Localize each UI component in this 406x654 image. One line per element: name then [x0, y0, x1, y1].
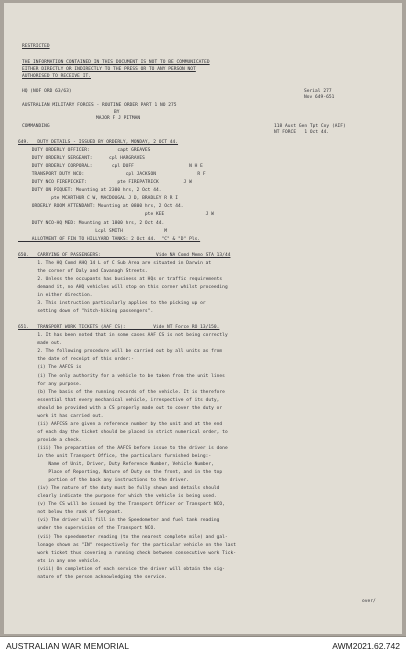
- order-line: 2. The following procedure will be carried out by all units as from: [18, 349, 223, 355]
- order-line: should be provided with a CS properly made out to cover the duty or: [18, 405, 223, 411]
- order-line: DUTY ORDERLY SERGEANT: cpl HARGRAVES: [18, 156, 145, 162]
- by-label: BY: [114, 110, 120, 115]
- unit-name: 118 Aust Gen Tpt Coy (AIF): [274, 124, 346, 129]
- document-page: [4, 3, 402, 634]
- order-line: essential that every mechanical vehicle, irrespective of its duty,: [18, 397, 220, 403]
- order-heading: AUSTRALIAN MILITARY FORCES - ROUTINE ORDER PART 1 NO 275: [22, 103, 177, 108]
- archive-footer: [0, 636, 406, 654]
- caveat-line-1: THE INFORMATION CONTAINED IN THIS DOCUMENT IS NOT TO BE COMMUNICATED: [22, 60, 210, 65]
- order-line: for any purpose.: [18, 381, 82, 387]
- order-line: (vi) The driver will fill in the Speedometer and fuel tank reading: [18, 518, 220, 524]
- order-line: DUTY ORDERLY OFFICER: capt GREAVES: [18, 148, 151, 154]
- order-line: clearly indicate the purpose for which the vehicle is being used.: [18, 494, 217, 500]
- order-line: Place of Reporting, Nature of Duty on the front, and in the top: [18, 470, 223, 476]
- order-line: made out.: [18, 341, 63, 347]
- unit-date: NT FORCE 1 Oct 44.: [274, 130, 330, 135]
- order-line: 649. DUTY DETAILS - ISSUED BY ORDERLY, MONDAY, 2 OCT 44.: [18, 140, 179, 145]
- order-line: of each day the ticket should be placed in strict numerical order, to: [18, 429, 228, 435]
- order-line: Name of Unit, Driver, Duty Reference Number, Vehicle Number,: [18, 462, 214, 467]
- commanding-label: COMMANDING: [22, 124, 50, 129]
- order-line: work ticket thus covering a running check between consecutive work Tick-: [18, 550, 236, 556]
- order-line: setting down of "hitch-hiking passengers".: [18, 309, 154, 315]
- order-line: work it has carried out.: [18, 413, 104, 419]
- order-line: pte MCARTHUR C W, MACDOUGAL J D, BRADLEY R R I: [18, 196, 179, 202]
- order-line: (b) The basis of the running records of the vehicle. It is therefore: [18, 389, 225, 395]
- footer-accession: AWM2021.62.742: [332, 641, 400, 651]
- order-line: DUTY ON PIQUET: Mounting at 2300 hrs, 2 Oct 44.: [18, 188, 162, 194]
- order-line: demand it, no AHQ vehicles will stop on this corner whilst proceeding: [18, 284, 228, 290]
- order-line: in either direction.: [18, 293, 93, 298]
- order-line: (v) The CS will be issued by the Transport Officer or Transport NCO,: [18, 502, 225, 508]
- order-line: DUTY NCO-HQ MED: Mounting at 1800 hrs, 2 Oct 44.: [18, 220, 165, 226]
- order-line: (iv) The nature of the duty must be fully shown and details should: [18, 486, 220, 492]
- order-line: (i) The only authority for a vehicle to be taken from the unit lines: [18, 373, 225, 379]
- restricted-label: RESTRICTED: [22, 44, 50, 49]
- order-line: (iii) The preparation of the AAFCS before issue to the driver is done: [18, 445, 228, 451]
- order-range: Nov 649-651: [304, 95, 335, 100]
- order-line: Lcpl SMITH M: [18, 228, 167, 234]
- order-line: (i) The AAFCS is: [18, 365, 82, 371]
- order-line: (viii) On completion of each service the driver will obtain the sig-: [18, 566, 225, 572]
- order-line: DUTY ORDERLY CORPORAL: cpl DUFF N H E: [18, 164, 203, 170]
- order-line: 1. It has been noted that in some cases AAF CS is not being correctly: [18, 333, 228, 339]
- order-line: 650. CARRYING OF PASSENGERS: Vide NA Comd Memo STA 13/44: [18, 252, 231, 258]
- order-line: 651. TRANSPORT WORK TICKETS (AAF CS): Vide NT Force RO 13/150.: [18, 325, 220, 331]
- commander-name: MAJOR F J PITMAN: [96, 116, 141, 121]
- order-line: the corner of Daly and Cavanagh Streets.: [18, 268, 148, 274]
- order-line: pte KEE J W: [18, 212, 214, 218]
- order-line: 2. Unless the occupants has business at HQs or traffic requirements: [18, 276, 223, 282]
- order-line: provide a check.: [18, 437, 82, 443]
- order-line: ets in any one vehicle.: [18, 558, 101, 564]
- order-line: under the supervision of the Transport NCO.: [18, 526, 156, 532]
- order-line: nature of the person acknowledging the service.: [18, 574, 167, 580]
- order-line: not below the rank of Sergeant.: [18, 510, 123, 516]
- order-line: the date of receipt of this order:-: [18, 357, 134, 363]
- order-line: lonage shown as "IN" respectively for the particular vehicle on the last: [18, 542, 236, 548]
- order-line: 1. The HQ Comd AHQ 14 L of C Sub Area are situated in Darwin at: [18, 260, 212, 266]
- order-line: DUTY NCO FIREPICKET: pte FIREPATRICK J W: [18, 180, 192, 186]
- reference-number: HQ (NOF ORD 63/63): [22, 89, 72, 94]
- order-line: ALLOTMENT OF FIN TO HILLYARD TANKS: 2 Oct 44. "C" & "D" Pls.: [18, 236, 201, 242]
- caveat-line-2: EITHER DIRECTLY OR INDIRECTLY TO THE PRESS OR TO ANY PERSON NOT: [22, 67, 196, 72]
- serial-number: Serial 277: [304, 89, 332, 94]
- order-line: TRANSPORT DUTY NCO: cpl JACKSON R F: [18, 172, 206, 178]
- footer-institution: AUSTRALIAN WAR MEMORIAL: [6, 641, 129, 651]
- caveat-line-3: AUTHORISED TO RECEIVE IT.: [22, 74, 91, 79]
- order-line: (ii) AAFCSS are given a reference number by the unit and at the end: [18, 421, 223, 427]
- order-line: 3. This instruction particularly applies to the picking up or: [18, 301, 206, 306]
- over-marker: over/: [362, 599, 376, 604]
- order-line: (vii) The speedometer reading (to the nearest complete mile) and gal-: [18, 534, 228, 540]
- order-line: ORDERLY ROOM ATTENDANT: Mounting at 0800 hrs, 2 Oct 44.: [18, 204, 184, 210]
- order-line: portion of the back any instructions to the driver.: [18, 478, 190, 484]
- order-line: in the unit Transport Office, the particulars furnished being:-: [18, 454, 212, 459]
